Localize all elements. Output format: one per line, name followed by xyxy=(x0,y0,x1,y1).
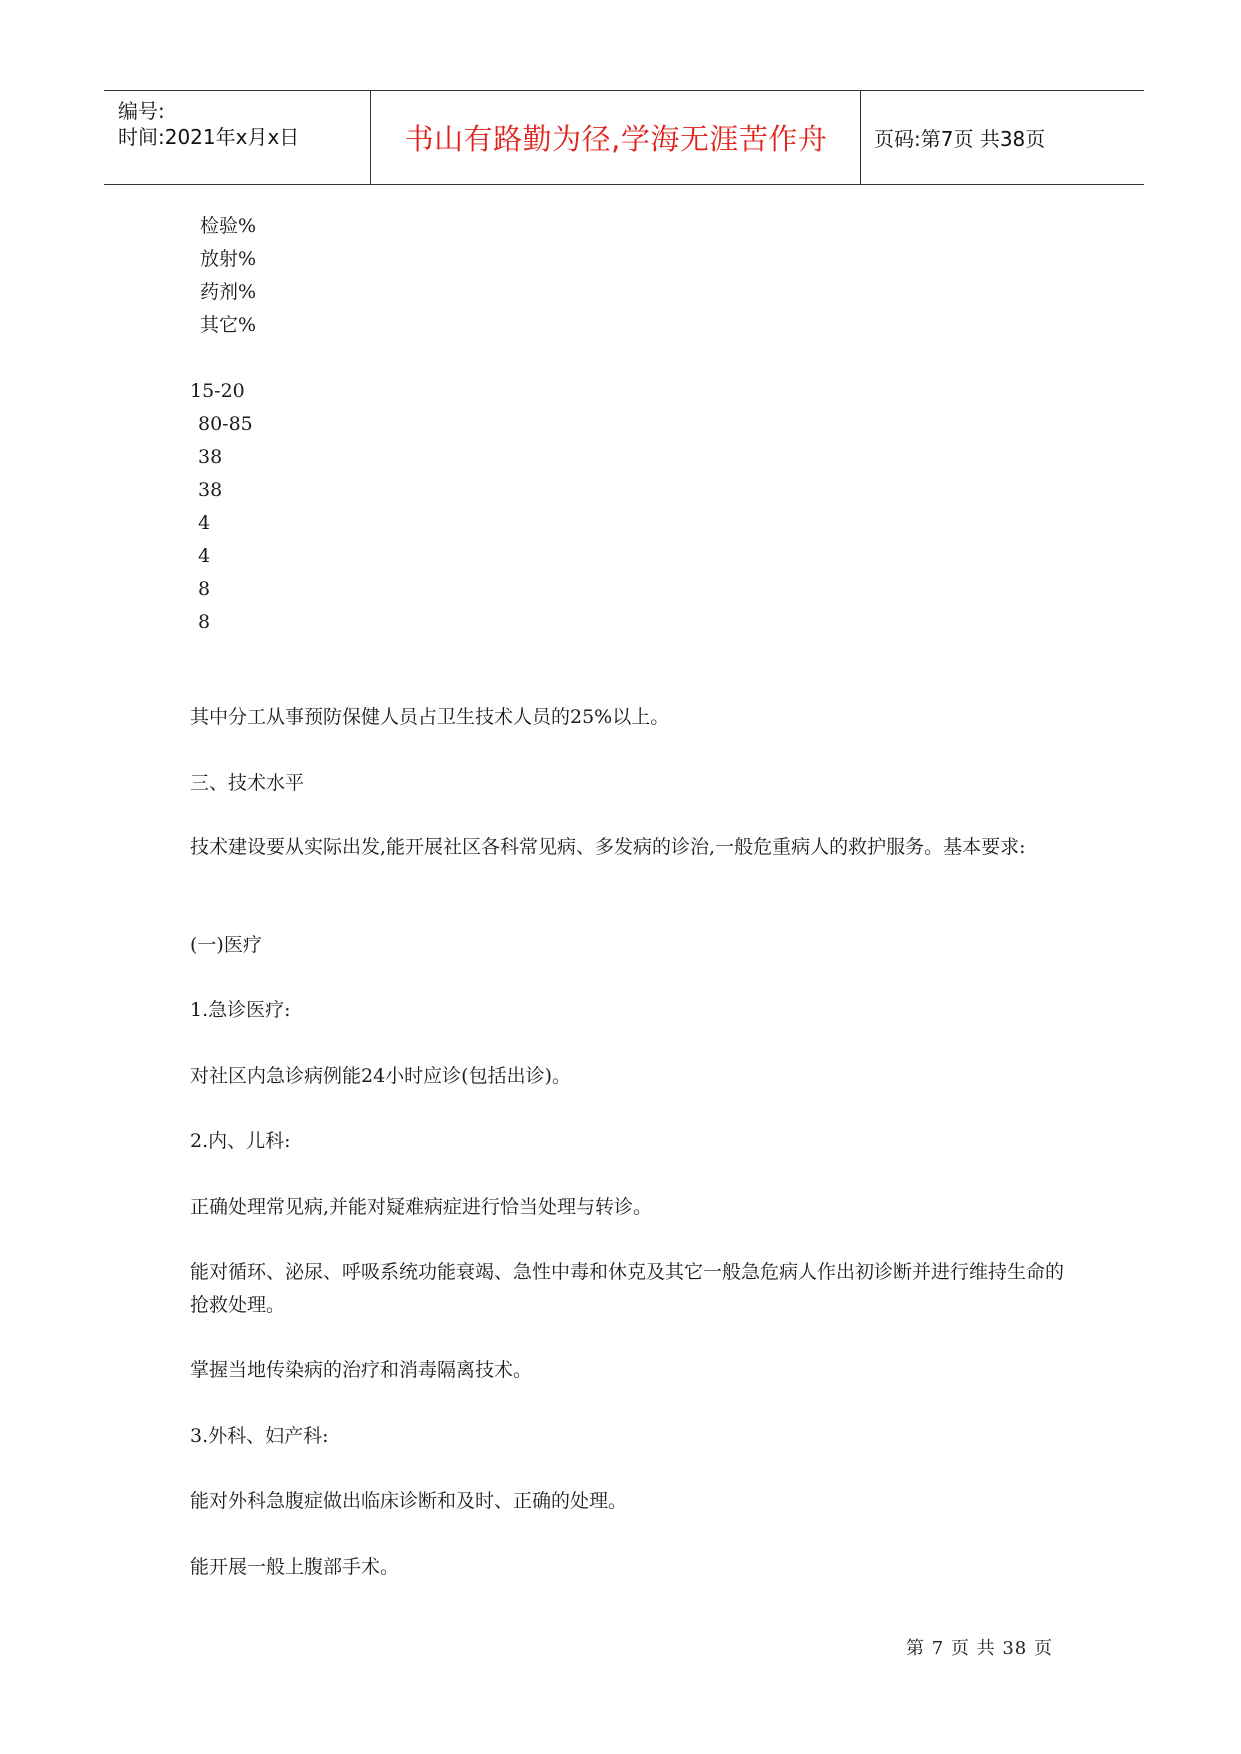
subsection-heading: 1.急诊医疗: xyxy=(190,999,291,1021)
body-paragraph: 能对外科急腹症做出临床诊断和及时、正确的处理。 xyxy=(190,1490,628,1512)
header-divider xyxy=(860,91,861,184)
subsection-heading: 2.内、儿科: xyxy=(190,1130,291,1152)
header-meta xyxy=(118,91,368,184)
value-item: 4 xyxy=(198,545,211,567)
body-paragraph: 能开展一般上腹部手术。 xyxy=(190,1556,400,1578)
page-footer: 第 7 页 共 38 页 xyxy=(906,1638,1053,1659)
body-paragraph: 其中分工从事预防保健人员占卫生技术人员的25%以上。 xyxy=(190,706,670,728)
body-paragraph: 能对循环、泌尿、呼吸系统功能衰竭、急性中毒和休克及其它一般急危病人作出初诊断并进行维持生命的抢救处理。 xyxy=(190,1261,1065,1316)
header-divider xyxy=(370,91,371,184)
body-paragraph: 掌握当地传染病的治疗和消毒隔离技术。 xyxy=(190,1359,533,1381)
header-page-info: 页码:第7页 共38页 xyxy=(874,127,1046,151)
category-label: 放射% xyxy=(200,248,257,270)
category-label: 检验% xyxy=(200,215,257,237)
value-item: 8 xyxy=(198,578,211,600)
document-number-label: 编号: xyxy=(118,99,165,123)
document-time-label: 时间:2021年x月x日 xyxy=(118,125,300,149)
category-label: 其它% xyxy=(200,314,257,336)
value-item: 8 xyxy=(198,611,211,633)
category-label: 药剂% xyxy=(200,281,257,303)
value-item: 80-85 xyxy=(198,413,253,435)
subsection-heading: (一)医疗 xyxy=(190,934,262,956)
value-item: 38 xyxy=(198,479,223,501)
value-item: 4 xyxy=(198,512,211,534)
body-paragraph: 对社区内急诊病例能24小时应诊(包括出诊)。 xyxy=(190,1065,572,1087)
subsection-heading: 3.外科、妇产科: xyxy=(190,1425,329,1447)
value-item: 15-20 xyxy=(190,380,245,402)
section-heading: 三、技术水平 xyxy=(190,772,305,794)
value-item: 38 xyxy=(198,446,223,468)
header-motto: 书山有路勤为径,学海无涯苦作舟 xyxy=(404,122,828,156)
body-paragraph: 技术建设要从实际出发,能开展社区各科常见病、多发病的诊治,一般危重病人的救护服务。基本要求: xyxy=(190,836,1026,858)
body-paragraph: 正确处理常见病,并能对疑难病症进行恰当处理与转诊。 xyxy=(190,1196,653,1218)
page-header xyxy=(104,90,1144,185)
